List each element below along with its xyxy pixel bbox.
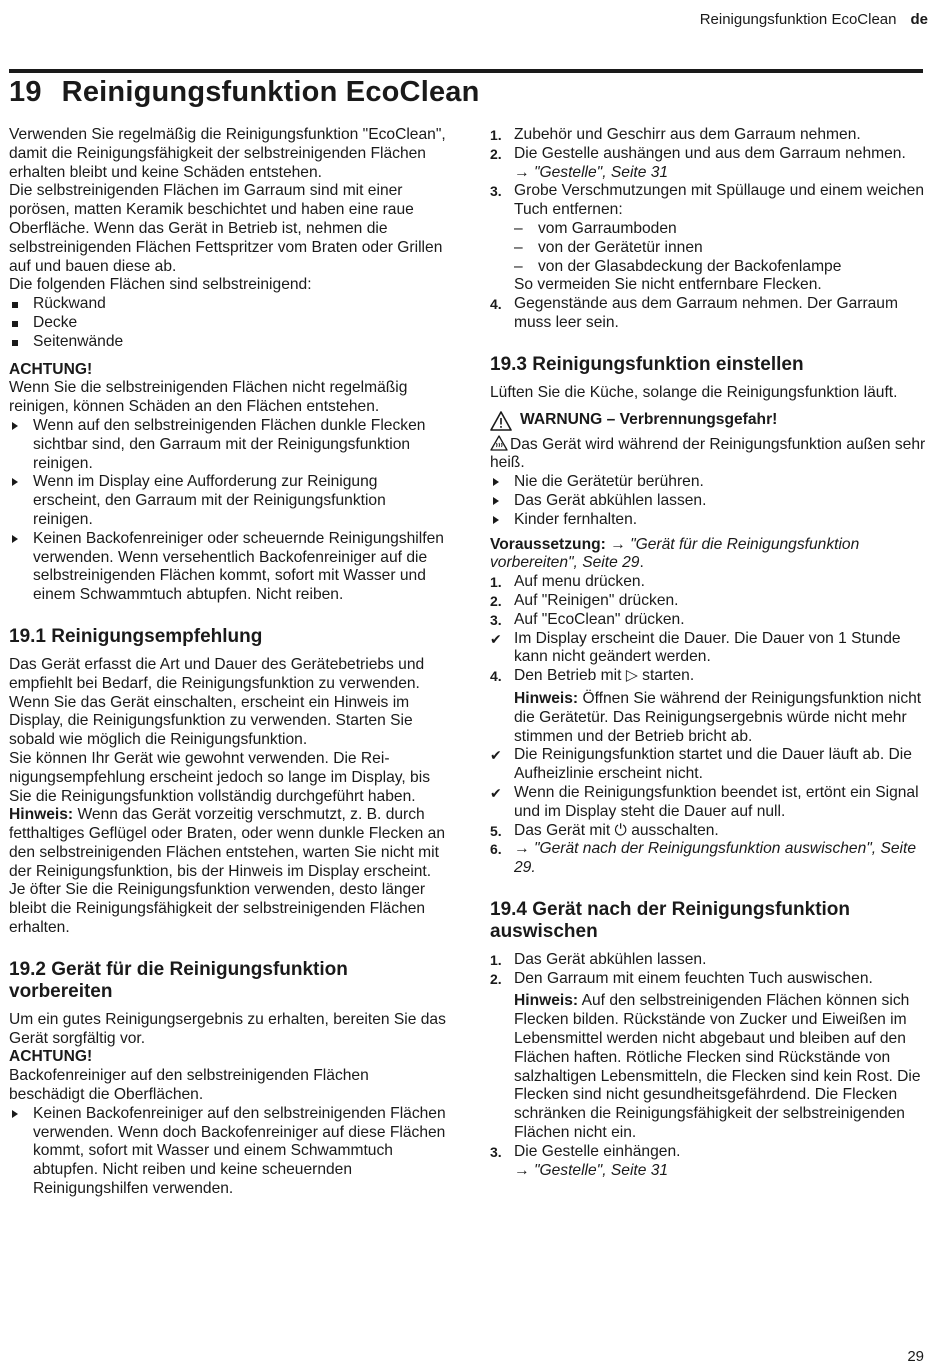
reference-text: "Gestelle", Seite 31 bbox=[533, 1161, 669, 1179]
list-item: Nie die Gerätetür berühren. bbox=[490, 473, 926, 492]
paragraph: Lüften Sie die Küche, solange die Reinigungsfunktion läuft. bbox=[490, 383, 898, 401]
menu-key: menu bbox=[541, 573, 581, 591]
list-item: – von der Gerätetür innen bbox=[514, 239, 926, 258]
list-item: Seitenwände bbox=[9, 333, 447, 352]
list-item: Keinen Backofenreiniger oder scheuernde Reinigungshilfen verwenden. Wenn versehentlich Backofenreiniger auf die selbstreinigenden Flächen kommt, sofort mit Wasser und einem Schwammtuch abtupfen. Nicht reiben. bbox=[9, 530, 447, 605]
result-item bbox=[490, 784, 926, 822]
step-number: 2. bbox=[490, 970, 502, 987]
step-item bbox=[490, 667, 926, 686]
step-number: 5. bbox=[490, 822, 502, 839]
step-text: Das Gerät abkühlen lassen. bbox=[514, 950, 707, 968]
step-text: Auf "EcoClean" drücken. bbox=[514, 610, 685, 628]
right-column bbox=[490, 126, 926, 1180]
note-text: Auf den selbstreinigenden Flächen können sich Flecken bilden. Rückstände von Zucker und Eiweißen im Lebensmittel werden nicht abgebaut und bleiben auf den Flächen haften. Rötliche Flecken sind Rückstände von salzhaltigen Lebensmitteln, die Flecken sind kein Rost. Die Flecken sind nicht gesundheitsgefährdend. Die Flecken schränken die Reinigungsfähigkeit der selbstreinigenden Flächen nicht ein. bbox=[514, 992, 921, 1142]
result-item bbox=[490, 630, 926, 668]
note-label: Hinweis: bbox=[514, 689, 579, 707]
setting-steps bbox=[490, 573, 926, 878]
paragraph: Sie können Ihr Gerät wie gewohnt verwenden. Die Reinigungsempfehlung erscheint jedoch so lange im Display, bis Sie die Reinigungsfunktion vollständig durchgeführt haben. bbox=[9, 749, 430, 805]
note-text: Wenn das Gerät vorzeitig verschmutzt, z. B. durch fetthaltiges Geflügel oder Braten, oder wenn dunkle Flecken an den selbstreinigenden Flächen entstehen, warten Sie nicht mit der Reinigungsfunktion, bis der Hinweis im Display erscheint. Je öfter Sie die Reinigungsfunktion verwenden, desto länger bleibt die Reinigungsfähigkeit der selbstreinigenden Flächen erhalten. bbox=[9, 806, 446, 937]
page-number: 29 bbox=[907, 1348, 924, 1365]
arrow-icon: → bbox=[610, 535, 626, 553]
step-text: Den Betrieb mit bbox=[514, 667, 626, 685]
list-item: Keinen Backofenreiniger auf den selbstreinigenden Flächen verwenden. Wenn doch Backofenreiniger auf diese Flächen kommt, sofort mit Wasser und einem Schwammtuch abtupfen. Nicht reiben und keine scheuernden Reinigungshilfen verwenden. bbox=[9, 1105, 447, 1199]
power-icon: ⏻ bbox=[614, 821, 627, 839]
chapter-title bbox=[9, 76, 480, 109]
warning-heading bbox=[490, 411, 926, 431]
wipe-steps bbox=[490, 951, 926, 1181]
step-text: Auf "Reinigen" drücken. bbox=[514, 591, 679, 609]
step-text: Den Garraum mit einem feuchten Tuch auswischen. bbox=[514, 969, 873, 987]
step-text: Zubehör und Geschirr aus dem Garraum nehmen. bbox=[514, 126, 861, 143]
intro-paragraph: Verwenden Sie regelmäßig die Reinigungsfunktion "EcoClean", damit die Reinigungsfähigkeit der selbstreinigenden Flächen erhalten bleibt und keine Schäden entstehen. bbox=[9, 126, 446, 181]
arrow-icon: → bbox=[514, 163, 530, 181]
step-item bbox=[490, 182, 926, 295]
step-text: ausschalten. bbox=[626, 821, 719, 839]
list-item: – von der Glasabdeckung der Backofenlampe bbox=[514, 258, 926, 277]
paragraph: Das Gerät erfasst die Art und Dauer des Gerätebetriebs und empfiehlt bei Bedarf, die Reinigungsfunktion zu verwenden. bbox=[9, 655, 425, 692]
step-item bbox=[490, 126, 926, 145]
chapter-title-text: Reinigungsfunktion EcoClean bbox=[61, 76, 480, 108]
running-title: Reinigungsfunktion EcoClean bbox=[699, 11, 897, 28]
header-rule bbox=[9, 69, 923, 73]
warning-text-line bbox=[490, 435, 926, 474]
step-item bbox=[490, 573, 926, 592]
result-text: Die Reinigungsfunktion startet und die Dauer läuft ab. Die Aufheizlinie erscheint nicht. bbox=[514, 746, 912, 783]
paragraph: Wenn Sie das Gerät einschalten, erscheint ein Hinweis im Display, die Reinigungsfunktion zu verwenden. Starten Sie sobald wie möglich die Reinigungsfunktion. bbox=[9, 693, 413, 749]
step-item bbox=[490, 970, 926, 989]
section-heading-19-3: 19.3 Reinigungsfunktion einstellen bbox=[490, 353, 804, 375]
warning-list bbox=[490, 473, 926, 529]
sub-list bbox=[514, 220, 926, 276]
step-number: 1. bbox=[490, 951, 502, 968]
step-number: 3. bbox=[490, 183, 502, 200]
surface-list bbox=[9, 295, 447, 351]
step-text: starten. bbox=[637, 667, 695, 685]
cross-reference[interactable] bbox=[514, 164, 668, 181]
warning-label: WARNUNG – Verbrennungsgefahr! bbox=[520, 411, 778, 429]
warning-text: Das Gerät wird während der Reinigungsfunktion außen sehr heiß. bbox=[490, 435, 926, 472]
section-heading-19-1: 19.1 Reinigungsempfehlung bbox=[9, 625, 263, 647]
result-text: Im Display erscheint die Dauer. Die Dauer von 1 Stunde kann nicht geändert werden. bbox=[514, 629, 901, 666]
caution-list bbox=[9, 1105, 447, 1199]
note-label: Hinweis: bbox=[514, 992, 579, 1010]
note bbox=[9, 806, 447, 938]
checkmark-icon: ✔ bbox=[490, 747, 502, 764]
list-item: Wenn auf den selbstreinigenden Flächen dunkle Flecken sichtbar sind, den Garraum mit der Reinigungsfunktion reinigen. bbox=[9, 417, 447, 473]
warning-triangle-icon bbox=[490, 411, 512, 431]
caution-label: ACHTUNG! bbox=[9, 360, 93, 378]
step-number: 2. bbox=[490, 145, 502, 162]
caution-list bbox=[9, 417, 447, 605]
step-item bbox=[490, 840, 926, 878]
left-column bbox=[9, 126, 447, 1199]
step-text: Grobe Verschmutzungen mit Spüllauge und einem weichen Tuch entfernen: bbox=[514, 182, 925, 219]
language-code: de bbox=[910, 11, 928, 28]
caution-text: Backofenreiniger auf den selbstreinigenden Flächen beschädigt die Oberflächen. bbox=[9, 1067, 369, 1104]
step-text: Gegenstände aus dem Garraum nehmen. Der Garraum muss leer sein. bbox=[514, 295, 898, 331]
list-item: Decke bbox=[9, 314, 447, 333]
note-label: Hinweis: bbox=[9, 806, 74, 824]
step-text: Auf bbox=[514, 573, 542, 591]
step-number: 4. bbox=[490, 296, 502, 313]
paragraph: Um ein gutes Reinigungsergebnis zu erhalten, bereiten Sie das Gerät sorgfältig vor. bbox=[9, 1010, 446, 1047]
reference-text: "Gestelle", Seite 31 bbox=[533, 163, 669, 181]
prerequisite bbox=[490, 536, 926, 574]
step-text: Die Gestelle einhängen. bbox=[514, 1142, 681, 1160]
reference-text: "Gerät für die Reinigungsfunktion vorbereiten", Seite 29 bbox=[490, 535, 860, 572]
step-item bbox=[490, 1143, 926, 1181]
caution-text: Wenn Sie die selbstreinigenden Flächen nicht regelmäßig reinigen, können Schäden an den Flächen entstehen. bbox=[9, 379, 408, 416]
arrow-icon: → bbox=[514, 1161, 530, 1179]
result-text: Wenn die Reinigungsfunktion beendet ist, ertönt ein Signal und im Display steht die Dauer auf null. bbox=[514, 783, 919, 820]
step-text: Das Gerät mit bbox=[514, 821, 615, 839]
section-heading-19-2: 19.2 Gerät für die Reinigungsfunktion vorbereiten bbox=[9, 958, 348, 1002]
running-header bbox=[700, 11, 928, 28]
list-item: – vom Garraumboden bbox=[514, 220, 926, 239]
step-text: Die Gestelle aushängen und aus dem Garraum nehmen. bbox=[514, 144, 906, 162]
start-icon: ▷ bbox=[625, 667, 638, 685]
step-number: 4. bbox=[490, 668, 502, 685]
step-item bbox=[490, 592, 926, 611]
punctuation: . bbox=[639, 554, 644, 572]
note-item bbox=[490, 690, 926, 746]
step-number: 2. bbox=[490, 592, 502, 609]
list-item: Kinder fernhalten. bbox=[490, 511, 926, 530]
list-item: Rückwand bbox=[9, 295, 447, 314]
prerequisite-label: Voraussetzung: bbox=[490, 535, 606, 553]
step-number: 3. bbox=[490, 611, 502, 628]
step-item bbox=[490, 145, 926, 183]
caution-label: ACHTUNG! bbox=[9, 1048, 93, 1066]
chapter-number: 19 bbox=[9, 76, 42, 108]
step-item bbox=[490, 611, 926, 630]
step-number: 1. bbox=[490, 127, 502, 143]
hot-surface-icon bbox=[490, 435, 508, 451]
step-number: 6. bbox=[490, 841, 502, 858]
note-item bbox=[490, 992, 926, 1142]
arrow-icon: → bbox=[514, 840, 530, 858]
list-item: Wenn im Display eine Aufforderung zur Reinigung erscheint, den Garraum mit der Reinigungsfunktion reinigen. bbox=[9, 473, 447, 529]
checkmark-icon: ✔ bbox=[490, 784, 502, 801]
intro-paragraph: Die selbstreinigenden Flächen im Garraum sind mit einer porösen, matten Keramik beschichtet und haben eine raue Oberfläche. Wenn das Gerät in Betrieb ist, nehmen die selbstreinigenden Flächen Fettspritzer vom Braten oder Grillen auf und bauen diese ab. bbox=[9, 182, 443, 275]
reference-text: "Gerät nach der Reinigungsfunktion auswischen", Seite 29. bbox=[514, 840, 917, 877]
note-text: Öffnen Sie während der Reinigungsfunktion nicht die Gerätetür. Das Reinigungsergebnis würde nicht mehr stimmen und der Betrieb bricht ab. bbox=[514, 689, 922, 745]
intro-paragraph: Die folgenden Flächen sind selbstreinigend: bbox=[9, 276, 312, 294]
step-item bbox=[490, 951, 926, 970]
step-item bbox=[490, 295, 926, 333]
list-item: Das Gerät abkühlen lassen. bbox=[490, 492, 926, 511]
cross-reference[interactable] bbox=[514, 1162, 668, 1179]
cross-reference[interactable] bbox=[514, 840, 916, 876]
step-number: 1. bbox=[490, 574, 502, 591]
step-text: drücken. bbox=[580, 573, 645, 591]
step-item bbox=[490, 822, 926, 841]
section-heading-19-4: 19.4 Gerät nach der Reinigungsfunktion auswischen bbox=[490, 898, 851, 942]
prep-steps bbox=[490, 126, 926, 333]
step-number: 3. bbox=[490, 1143, 502, 1160]
result-item bbox=[490, 746, 926, 784]
step-text: So vermeiden Sie nicht entfernbare Flecken. bbox=[514, 276, 822, 294]
checkmark-icon: ✔ bbox=[490, 630, 502, 647]
